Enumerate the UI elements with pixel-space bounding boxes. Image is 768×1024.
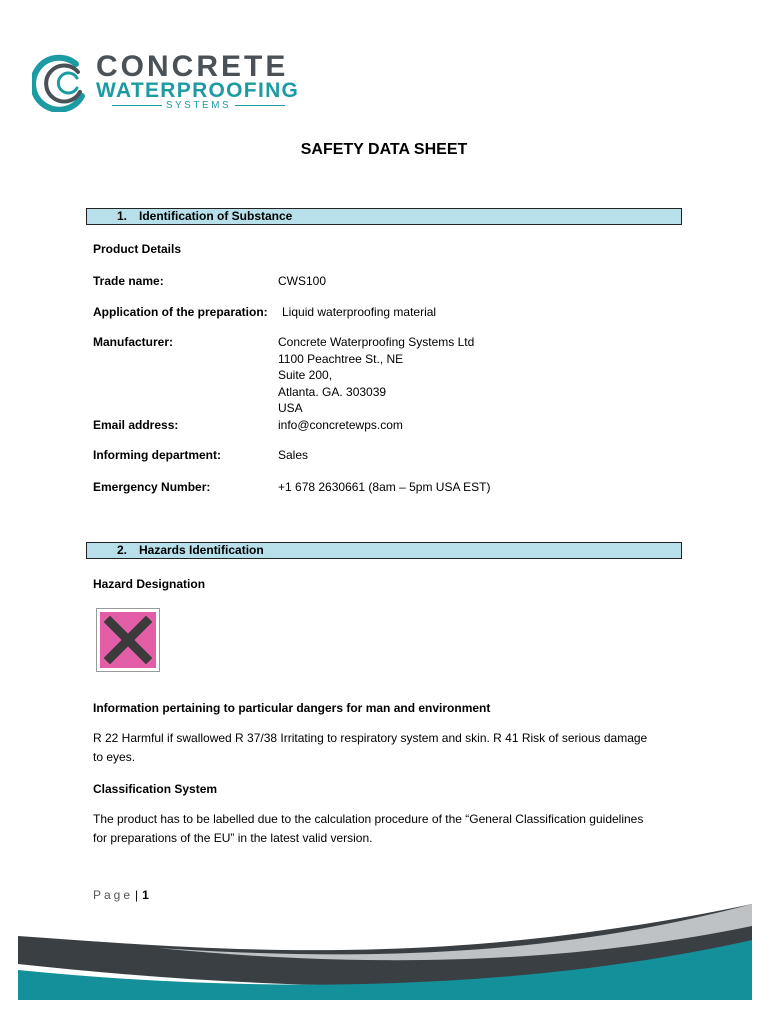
document-title: SAFETY DATA SHEET	[300, 141, 468, 158]
section-2-header	[86, 542, 682, 559]
logo-swirl-icon	[32, 52, 92, 112]
product-details-label: Product Details	[93, 242, 182, 256]
page-separator: |	[135, 888, 139, 902]
page-number: 1	[142, 888, 149, 902]
trade-name-label: Trade name:	[93, 274, 164, 288]
section-number: 1.	[117, 209, 128, 223]
classification-text: The product has to be labelled due to the calculation procedure of the “General Classification guidelines for preparations of the EU” in the latest valid version.	[93, 812, 644, 845]
classification-heading: Classification System	[93, 782, 218, 796]
section-heading: Identification of Substance	[139, 209, 293, 223]
email-value[interactable]: info@concretewps.com	[278, 418, 403, 432]
department-value: Sales	[278, 448, 309, 462]
section-number: 2.	[117, 543, 128, 557]
manufacturer-address-line: 1100 Peachtree St., NE	[278, 351, 404, 366]
x-cross-icon	[100, 612, 156, 668]
hazard-designation-label: Hazard Designation	[93, 577, 206, 591]
harmful-x-icon	[100, 612, 156, 668]
emergency-label: Emergency Number:	[93, 480, 211, 494]
trade-name-value: CWS100	[278, 274, 327, 288]
department-label: Informing department:	[93, 448, 221, 462]
risk-phrases-text: R 22 Harmful if swallowed R 37/38 Irritating to respiratory system and skin. R 41 Risk of serious damage to eyes.	[93, 731, 648, 764]
manufacturer-address-line: Concrete Waterproofing Systems Ltd	[278, 335, 475, 349]
dangers-info-heading: Information pertaining to particular dangers for man and environment	[93, 701, 491, 715]
section-1-header	[86, 208, 682, 225]
email-label: Email address:	[93, 418, 179, 432]
page-label: Page	[93, 888, 134, 902]
manufacturer-label: Manufacturer:	[93, 335, 174, 349]
emergency-value: +1 678 2630661 (8am – 5pm USA EST)	[278, 480, 491, 494]
manufacturer-address-line: USA	[278, 401, 303, 415]
application-label: Application of the preparation:	[93, 305, 268, 319]
manufacturer-address-line: Suite 200,	[278, 368, 333, 382]
brand-name-line1: CONCRETE	[96, 50, 289, 83]
application-value: Liquid waterproofing material	[282, 305, 437, 319]
brand-name-line3	[96, 100, 301, 112]
hazard-symbol	[96, 608, 160, 672]
footer-wave-decoration	[18, 900, 752, 1000]
brand-name-line2: WATERPROOFING	[96, 79, 300, 102]
section-heading: Hazards Identification	[139, 543, 264, 557]
manufacturer-address-line: Atlanta. GA. 303039	[278, 384, 387, 399]
brand-systems-text: SYSTEMS	[165, 100, 232, 111]
company-logo	[32, 52, 312, 114]
